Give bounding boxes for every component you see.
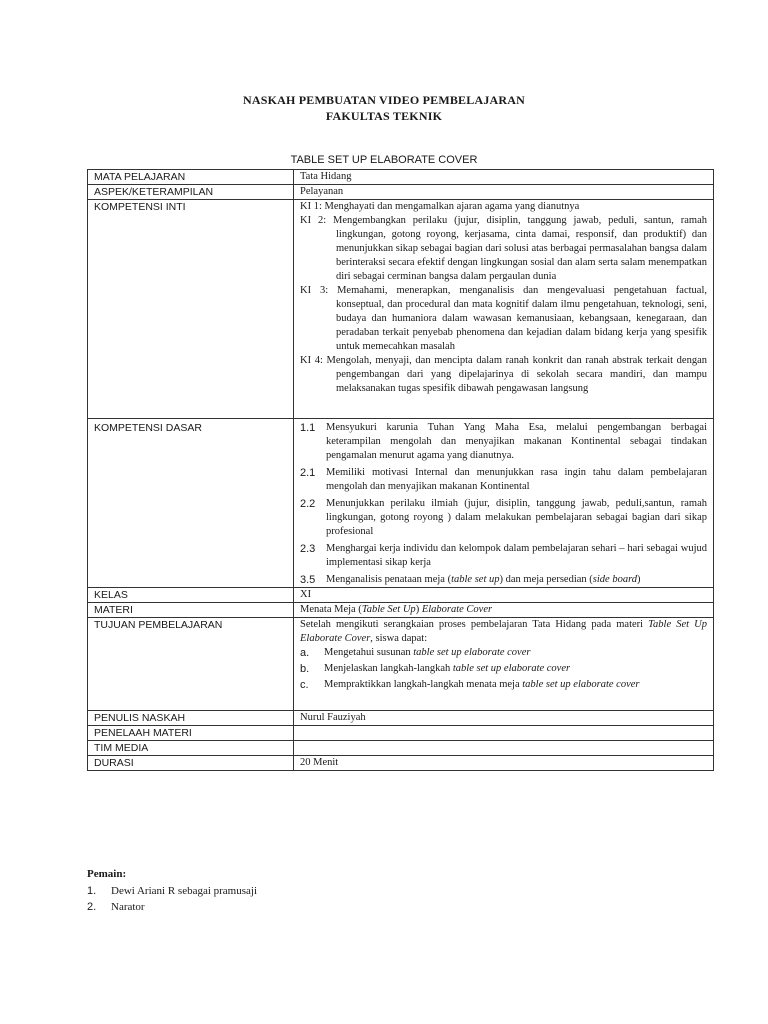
row-label: PENELAAH MATERI bbox=[88, 726, 294, 741]
kd-text-part: ) dan meja persedian ( bbox=[499, 574, 593, 585]
cast-text: Dewi Ariani R sebagai pramusaji bbox=[111, 885, 258, 897]
materi-part: ) bbox=[415, 604, 422, 615]
table-row bbox=[88, 419, 714, 588]
kd-number: 2.2 bbox=[300, 498, 316, 510]
cast-item bbox=[87, 899, 257, 915]
document-title: NASKAH PEMBUATAN VIDEO PEMBELAJARAN bbox=[242, 93, 525, 107]
row-value: XI bbox=[294, 588, 714, 603]
kd-item bbox=[300, 542, 707, 570]
kompetensi-inti-cell bbox=[294, 200, 714, 419]
script-info-table bbox=[87, 169, 714, 771]
tujuan-text-italic: table set up elaborate cover bbox=[452, 663, 571, 674]
row-value bbox=[294, 726, 714, 741]
table-row bbox=[88, 756, 714, 771]
cast-section bbox=[87, 868, 257, 915]
kd-text: Mensyukuri karunia Tuhan Yang Maha Esa, melalui pengembangan berbagai keterampilan mengolah dan menyajikan makanan Kontinental sebagai tindakan pengamalan menurut agama yang dianutnya. bbox=[326, 422, 707, 461]
tujuan-number: b. bbox=[300, 663, 310, 675]
row-label: MATERI bbox=[88, 603, 294, 618]
kd-text-italic: table set up bbox=[451, 574, 500, 585]
tujuan-intro bbox=[300, 618, 707, 646]
kd-text-part: ) bbox=[637, 574, 641, 585]
table-row bbox=[88, 200, 714, 419]
row-label: TIM MEDIA bbox=[88, 741, 294, 756]
tujuan-text-part: Menjelaskan langkah-langkah bbox=[324, 663, 453, 674]
cast-title: Pemain: bbox=[87, 868, 127, 880]
table-row bbox=[88, 741, 714, 756]
row-label: MATA PELAJARAN bbox=[88, 170, 294, 185]
kd-text-italic: side board bbox=[592, 574, 638, 585]
tujuan-text-italic: table set up elaborate cover bbox=[522, 679, 640, 690]
tujuan-text bbox=[324, 678, 707, 692]
tujuan-number: a. bbox=[300, 647, 310, 659]
kd-number: 2.1 bbox=[300, 467, 316, 479]
row-label: KELAS bbox=[88, 588, 294, 603]
kd-item bbox=[300, 421, 707, 463]
kd-number: 1.1 bbox=[300, 422, 316, 434]
tujuan-number: c. bbox=[300, 679, 309, 691]
tujuan-item bbox=[300, 678, 707, 692]
kd-text: Menunjukkan perilaku ilmiah (jujur, disiplin, tanggung jawab, peduli,santun, ramah lingkungan, gotong royong ) dalam melakukan pembelajaran sebagai bagian dari sikap profesional bbox=[326, 498, 707, 537]
row-value: Pelayanan bbox=[294, 185, 714, 200]
kd-item bbox=[300, 573, 707, 587]
kd-number: 2.3 bbox=[300, 543, 316, 555]
table-row bbox=[88, 726, 714, 741]
kd-item bbox=[300, 466, 707, 494]
tujuan-text bbox=[324, 662, 707, 676]
row-label: DURASI bbox=[88, 756, 294, 771]
tujuan-item bbox=[300, 646, 707, 660]
tujuan-text bbox=[324, 646, 707, 660]
kd-item bbox=[300, 497, 707, 539]
row-value bbox=[294, 603, 714, 618]
row-label: ASPEK/KETERAMPILAN bbox=[88, 185, 294, 200]
row-value: Nurul Fauziyah bbox=[294, 711, 714, 726]
kd-number: 3.5 bbox=[300, 574, 316, 586]
tujuan-cell bbox=[294, 618, 714, 711]
cast-text: Narator bbox=[111, 901, 145, 913]
tujuan-text-italic: table set up elaborate cover bbox=[413, 647, 531, 658]
tujuan-intro-part: Setelah mengikuti serangkaian proses pembelajaran Tata Hidang pada materi bbox=[300, 619, 649, 630]
materi-italic: Table Set Up bbox=[361, 604, 416, 615]
kd-text bbox=[326, 573, 707, 587]
kd-text-part: Menganalisis penataan meja ( bbox=[326, 574, 452, 585]
row-value: 20 Menit bbox=[294, 756, 714, 771]
kd-text: Memiliki motivasi Internal dan menunjukkan rasa ingin tahu dalam pembelajaran mengolah dan menyajikan makanan Kontinental bbox=[326, 467, 707, 492]
table-row bbox=[88, 170, 714, 185]
tujuan-item bbox=[300, 662, 707, 676]
materi-italic: Elaborate Cover bbox=[421, 604, 493, 615]
row-value bbox=[294, 741, 714, 756]
ki-item: KI 3: Memahami, menerapkan, menganalisis dan mengevaluasi pengetahuan factual, konseptual, dan procedural dan mata kognitif dalam ilmu pengetahuan, teknologi, seni, budaya dan humaniora dalam wawasan kemanusiaan, kebangsaan, kenegaraan, dan peradaban terkait penyebab phenomena dan kejadian dalam bidang kerja yang spesifik untuk memecahkan masalah bbox=[300, 285, 707, 352]
tujuan-text-part: Mengetahui susunan bbox=[324, 647, 414, 658]
document-subtitle: FAKULTAS TEKNIK bbox=[325, 109, 443, 123]
ki-item: KI 4: Mengolah, menyaji, dan mencipta dalam ranah konkrit dan ranah abstrak terkait dengan pengembangan dari yang dipelajarinya di sekolah secara mandiri, dan mampu melaksanakan tugas spesifik dibawah pengawasan langsung bbox=[300, 355, 707, 394]
tujuan-intro-part: , siswa dapat: bbox=[370, 633, 428, 644]
cast-number: 1. bbox=[87, 885, 97, 897]
table-row bbox=[88, 185, 714, 200]
row-value: Tata Hidang bbox=[294, 170, 714, 185]
table-row bbox=[88, 711, 714, 726]
row-label: TUJUAN PEMBELAJARAN bbox=[88, 618, 294, 711]
kd-text: Menghargai kerja individu dan kelompok dalam pembelajaran sehari – hari sebagai wujud implementasi sikap kerja bbox=[326, 543, 707, 568]
kompetensi-dasar-cell bbox=[294, 419, 714, 588]
cast-number: 2. bbox=[87, 901, 97, 913]
materi-part: Menata Meja ( bbox=[300, 604, 362, 615]
tujuan-text-part: Mempraktikkan langkah-langkah menata meja bbox=[324, 679, 523, 690]
row-label: PENULIS NASKAH bbox=[88, 711, 294, 726]
table-row bbox=[88, 588, 714, 603]
ki-item: KI 2: Mengembangkan perilaku (jujur, disiplin, tanggung jawab, peduli, santun, ramah lingkungan, gotong royong, kerjasama, cinta damai, responsif, dan produktif) dan menunjukkan sikap sebagai bagian dari solusi atas berbagai permasalahan bangsa dalam berinteraksi secara efektif dengan lingkungan sosial dan alam serta salam menempatkan diri sebagai cerminan bangsa dalam pergaulan dunia bbox=[300, 215, 707, 282]
tujuan-intro-italic: Table Set Up Elaborate Cover bbox=[300, 619, 707, 644]
table-row bbox=[88, 618, 714, 711]
row-label: KOMPETENSI DASAR bbox=[88, 419, 294, 588]
row-label: KOMPETENSI INTI bbox=[88, 200, 294, 419]
cast-item bbox=[87, 883, 257, 899]
table-title: TABLE SET UP ELABORATE COVER bbox=[290, 154, 478, 166]
table-row bbox=[88, 603, 714, 618]
ki-item: KI 1: Menghayati dan mengamalkan ajaran agama yang dianutnya bbox=[300, 201, 580, 212]
